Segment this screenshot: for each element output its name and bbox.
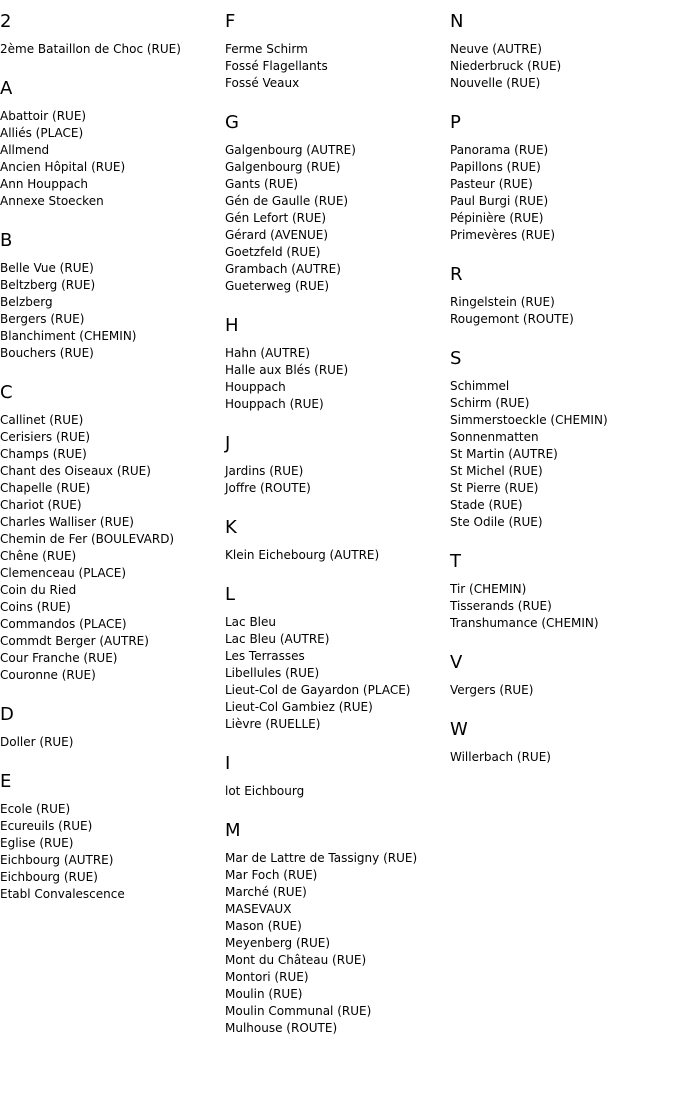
letter-section	[0, 11, 220, 58]
letter-section	[0, 230, 220, 362]
street-link[interactable]: Jardins (RUE)	[225, 464, 304, 478]
street-list-item	[225, 1020, 445, 1037]
street-link[interactable]: Chemin de Fer (BOULEVARD)	[0, 532, 175, 546]
street-list-item	[225, 396, 445, 413]
street-link[interactable]: Ste Odile (RUE)	[450, 515, 543, 529]
street-link[interactable]: Rougemont (ROUTE)	[450, 312, 574, 326]
street-link[interactable]: Grambach (AUTRE)	[225, 262, 341, 276]
street-list	[0, 41, 220, 58]
street-link[interactable]: Ecole (RUE)	[0, 802, 71, 816]
street-list-item	[0, 633, 220, 650]
street-list	[0, 412, 220, 684]
street-link[interactable]: Panorama (RUE)	[450, 143, 549, 157]
section-letter-heading: V	[450, 652, 463, 673]
street-list	[450, 682, 670, 699]
street-list	[0, 260, 220, 362]
letter-section	[225, 820, 445, 1037]
street-link[interactable]: 2ème Bataillon de Choc (RUE)	[0, 42, 181, 56]
street-link[interactable]: Eichbourg (AUTRE)	[0, 853, 114, 867]
letter-section	[450, 11, 670, 92]
street-link[interactable]: Belle Vue (RUE)	[0, 261, 94, 275]
street-list-item	[0, 159, 220, 176]
street-link[interactable]: Doller (RUE)	[0, 735, 74, 749]
street-link[interactable]: Willerbach (RUE)	[450, 750, 551, 764]
street-list-item	[225, 648, 445, 665]
street-link[interactable]: Blanchiment (CHEMIN)	[0, 329, 137, 343]
street-list	[0, 734, 220, 751]
street-link[interactable]: Annexe Stoecken	[0, 194, 104, 208]
street-list-item	[0, 497, 220, 514]
street-list-item	[0, 818, 220, 835]
street-link[interactable]: Bouchers (RUE)	[0, 346, 94, 360]
street-index-column-2	[225, 0, 445, 1057]
street-list-item	[225, 159, 445, 176]
street-link[interactable]: Joffre (ROUTE)	[225, 481, 311, 495]
letter-section	[225, 315, 445, 413]
street-link[interactable]: Ringelstein (RUE)	[450, 295, 555, 309]
street-list-item	[0, 886, 220, 903]
street-link[interactable]: St Martin (AUTRE)	[450, 447, 558, 461]
street-list-item	[0, 142, 220, 159]
street-link[interactable]: Libellules (RUE)	[225, 666, 320, 680]
letter-section	[450, 264, 670, 328]
street-list-item	[0, 835, 220, 852]
section-letter-heading: D	[0, 704, 14, 725]
street-list-item	[0, 480, 220, 497]
street-list-item	[450, 480, 670, 497]
street-list-item	[225, 176, 445, 193]
section-letter-heading: B	[0, 230, 13, 251]
street-list-item	[225, 952, 445, 969]
street-list-item	[225, 783, 445, 800]
section-letter-heading: M	[225, 820, 241, 841]
street-link[interactable]: Nouvelle (RUE)	[450, 76, 541, 90]
street-list	[225, 850, 445, 1037]
street-link[interactable]: Chariot (RUE)	[0, 498, 82, 512]
street-link[interactable]: Champs (RUE)	[0, 447, 87, 461]
street-link[interactable]: Neuve (AUTRE)	[450, 42, 542, 56]
street-list-item	[225, 193, 445, 210]
letter-section	[225, 112, 445, 295]
street-list-item	[225, 969, 445, 986]
street-link[interactable]: Lac Bleu	[225, 615, 277, 629]
street-link[interactable]: Mulhouse (ROUTE)	[225, 1021, 338, 1035]
street-link[interactable]: Chêne (RUE)	[0, 549, 77, 563]
street-list-item	[450, 581, 670, 598]
street-link[interactable]: Primevères (RUE)	[450, 228, 556, 242]
street-list-item	[225, 278, 445, 295]
street-list	[225, 614, 445, 733]
letter-section	[450, 348, 670, 531]
street-link[interactable]: Niederbruck (RUE)	[450, 59, 562, 73]
letter-section	[450, 652, 670, 699]
section-letter-heading: A	[0, 78, 13, 99]
letter-section	[450, 551, 670, 632]
letter-section	[225, 584, 445, 733]
street-list-item	[0, 582, 220, 599]
street-link[interactable]: Les Terrasses	[225, 649, 305, 663]
street-list-item	[0, 514, 220, 531]
street-list-item	[225, 142, 445, 159]
street-list-item	[225, 665, 445, 682]
street-list-item	[0, 531, 220, 548]
street-list-item	[0, 125, 220, 142]
street-list-item	[0, 108, 220, 125]
street-list-item	[0, 260, 220, 277]
street-list-item	[450, 159, 670, 176]
street-link[interactable]: Chapelle (RUE)	[0, 481, 91, 495]
street-list-item	[225, 901, 445, 918]
street-list-item	[225, 614, 445, 631]
letter-section	[225, 11, 445, 92]
street-list	[225, 345, 445, 413]
street-list	[450, 41, 670, 92]
street-list-item	[0, 412, 220, 429]
street-link[interactable]: Schirm (RUE)	[450, 396, 530, 410]
letter-section	[450, 112, 670, 244]
letter-section	[450, 719, 670, 766]
street-list-item	[450, 446, 670, 463]
street-list-item	[225, 850, 445, 867]
street-list-item	[225, 345, 445, 362]
street-link[interactable]: Fossé Flagellants	[225, 59, 328, 73]
street-list-item	[450, 227, 670, 244]
street-link[interactable]: Meyenberg (RUE)	[225, 936, 331, 950]
street-list-item	[225, 631, 445, 648]
street-link[interactable]: Lac Bleu (AUTRE)	[225, 632, 330, 646]
street-link[interactable]: Commandos (PLACE)	[0, 617, 127, 631]
street-list-item	[225, 1003, 445, 1020]
street-list-item	[450, 210, 670, 227]
street-link[interactable]: Simmerstoeckle (CHEMIN)	[450, 413, 608, 427]
letter-section	[0, 382, 220, 684]
street-list	[225, 463, 445, 497]
street-link[interactable]: Pasteur (RUE)	[450, 177, 533, 191]
street-link[interactable]: Galgenbourg (RUE)	[225, 160, 341, 174]
street-list-item	[450, 749, 670, 766]
section-letter-heading: F	[225, 11, 236, 32]
street-link[interactable]: Pépinière (RUE)	[450, 211, 544, 225]
street-link[interactable]: Galgenbourg (AUTRE)	[225, 143, 356, 157]
street-link[interactable]: Chant des Oiseaux (RUE)	[0, 464, 151, 478]
street-link[interactable]: Charles Walliser (RUE)	[0, 515, 134, 529]
street-link[interactable]: Ancien Hôpital (RUE)	[0, 160, 126, 174]
street-list-item	[225, 884, 445, 901]
street-link[interactable]: Ann Houppach	[0, 177, 88, 191]
street-list-item	[450, 598, 670, 615]
street-link[interactable]: lot Eichbourg	[225, 784, 305, 798]
street-link[interactable]: Mont du Château (RUE)	[225, 953, 367, 967]
street-link[interactable]: Gueterweg (RUE)	[225, 279, 330, 293]
street-link[interactable]: Fossé Veaux	[225, 76, 300, 90]
street-list-item	[450, 395, 670, 412]
street-list-item	[0, 463, 220, 480]
street-list-item	[225, 716, 445, 733]
street-list-item	[225, 379, 445, 396]
street-list-item	[450, 193, 670, 210]
street-list-item	[225, 682, 445, 699]
street-list-item	[225, 480, 445, 497]
street-list-item	[0, 667, 220, 684]
street-link[interactable]: Montori (RUE)	[225, 970, 309, 984]
street-list	[0, 801, 220, 903]
street-link[interactable]: Moulin Communal (RUE)	[225, 1004, 372, 1018]
letter-section	[225, 433, 445, 497]
section-letter-heading: W	[450, 719, 468, 740]
street-link[interactable]: Mar Foch (RUE)	[225, 868, 318, 882]
street-list-item	[450, 311, 670, 328]
street-link[interactable]: Etabl Convalescence	[0, 887, 125, 901]
letter-section	[225, 753, 445, 800]
street-list-item	[450, 429, 670, 446]
street-link[interactable]: Gén de Gaulle (RUE)	[225, 194, 349, 208]
street-link[interactable]: Beltzberg (RUE)	[0, 278, 96, 292]
street-list-item	[225, 58, 445, 75]
section-letter-heading: I	[225, 753, 231, 774]
street-list-item	[225, 227, 445, 244]
street-index-column-1	[0, 0, 220, 923]
street-link[interactable]: Schimmel	[450, 379, 510, 393]
letter-section	[0, 78, 220, 210]
street-list-item	[450, 497, 670, 514]
street-list	[450, 294, 670, 328]
street-list-item	[450, 41, 670, 58]
street-link[interactable]: Gérard (AVENUE)	[225, 228, 329, 242]
street-list-item	[225, 244, 445, 261]
street-link[interactable]: Abattoir (RUE)	[0, 109, 87, 123]
street-list-item	[0, 294, 220, 311]
street-list-item	[225, 935, 445, 952]
street-list-item	[0, 193, 220, 210]
section-letter-heading: N	[450, 11, 464, 32]
street-link[interactable]: Mar de Lattre de Tassigny (RUE)	[225, 851, 418, 865]
street-link[interactable]: Gants (RUE)	[225, 177, 299, 191]
street-link[interactable]: Allmend	[0, 143, 50, 157]
street-link[interactable]: Alliés (PLACE)	[0, 126, 84, 140]
street-list-item	[450, 378, 670, 395]
street-link[interactable]: Vergers (RUE)	[450, 683, 534, 697]
street-link[interactable]: Eichbourg (RUE)	[0, 870, 98, 884]
street-list-item	[225, 547, 445, 564]
street-index-column-3	[450, 0, 670, 786]
street-link[interactable]: Bergers (RUE)	[0, 312, 85, 326]
street-link[interactable]: Paul Burgi (RUE)	[450, 194, 549, 208]
street-list	[225, 41, 445, 92]
section-letter-heading: 2	[0, 11, 12, 32]
street-link[interactable]: Houppach (RUE)	[225, 397, 324, 411]
street-list-item	[450, 412, 670, 429]
street-link[interactable]: Goetzfeld (RUE)	[225, 245, 321, 259]
street-link[interactable]: St Michel (RUE)	[450, 464, 543, 478]
street-link[interactable]: Lieut-Col Gambiez (RUE)	[225, 700, 373, 714]
section-letter-heading: S	[450, 348, 462, 369]
street-list-item	[0, 801, 220, 818]
street-link[interactable]: Belzberg	[0, 295, 53, 309]
street-list	[450, 749, 670, 766]
street-list-item	[0, 446, 220, 463]
letter-section	[0, 771, 220, 903]
street-link[interactable]: Tir (CHEMIN)	[450, 582, 527, 596]
street-link[interactable]: Clemenceau (PLACE)	[0, 566, 127, 580]
street-list-item	[225, 41, 445, 58]
street-link[interactable]: Lieut-Col de Gayardon (PLACE)	[225, 683, 411, 697]
street-link[interactable]: Moulin (RUE)	[225, 987, 303, 1001]
street-link[interactable]: Ecureuils (RUE)	[0, 819, 93, 833]
street-list-item	[225, 918, 445, 935]
street-list-item	[225, 867, 445, 884]
street-list-item	[0, 869, 220, 886]
street-list-item	[225, 699, 445, 716]
section-letter-heading: G	[225, 112, 239, 133]
street-link[interactable]: Callinet (RUE)	[0, 413, 84, 427]
section-letter-heading: J	[225, 433, 231, 454]
street-list	[225, 142, 445, 295]
street-link[interactable]: Gén Lefort (RUE)	[225, 211, 327, 225]
street-link[interactable]: MASEVAUX	[225, 902, 292, 916]
street-list	[450, 581, 670, 632]
street-list-item	[225, 362, 445, 379]
street-list-item	[0, 176, 220, 193]
street-link[interactable]: Commdt Berger (AUTRE)	[0, 634, 149, 648]
street-list-item	[225, 986, 445, 1003]
street-list-item	[0, 345, 220, 362]
street-list	[225, 783, 445, 800]
street-link[interactable]: Stade (RUE)	[450, 498, 523, 512]
section-letter-heading: L	[225, 584, 236, 605]
street-list-item	[450, 294, 670, 311]
street-list-item	[450, 58, 670, 75]
street-list-item	[0, 548, 220, 565]
street-link[interactable]: Transhumance (CHEMIN)	[450, 616, 599, 630]
section-letter-heading: R	[450, 264, 463, 285]
street-list-item	[450, 176, 670, 193]
street-list-item	[0, 311, 220, 328]
street-link[interactable]: Klein Eichebourg (AUTRE)	[225, 548, 380, 562]
street-list-item	[225, 210, 445, 227]
street-list-item	[450, 615, 670, 632]
street-link[interactable]: Coin du Ried	[0, 583, 77, 597]
street-list-item	[0, 599, 220, 616]
street-link[interactable]: Tisserands (RUE)	[450, 599, 552, 613]
street-link[interactable]: Coins (RUE)	[0, 600, 71, 614]
street-link[interactable]: Houppach	[225, 380, 286, 394]
street-list-item	[450, 463, 670, 480]
street-link[interactable]: Hahn (AUTRE)	[225, 346, 311, 360]
street-link[interactable]: Cerisiers (RUE)	[0, 430, 91, 444]
street-list-item	[0, 429, 220, 446]
street-list-item	[0, 852, 220, 869]
section-letter-heading: T	[450, 551, 461, 572]
street-list-item	[0, 277, 220, 294]
street-list	[225, 547, 445, 564]
section-letter-heading: H	[225, 315, 239, 336]
section-letter-heading: C	[0, 382, 13, 403]
section-letter-heading: K	[225, 517, 237, 538]
street-link[interactable]: Eglise (RUE)	[0, 836, 74, 850]
street-list-item	[450, 75, 670, 92]
street-link[interactable]: Lièvre (RUELLE)	[225, 717, 321, 731]
street-list-item	[0, 734, 220, 751]
street-link[interactable]: Halle aux Blés (RUE)	[225, 363, 349, 377]
street-list	[450, 142, 670, 244]
street-link[interactable]: Ferme Schirm	[225, 42, 308, 56]
street-list-item	[225, 463, 445, 480]
street-link[interactable]: Marché (RUE)	[225, 885, 307, 899]
street-list-item	[0, 41, 220, 58]
street-list-item	[450, 682, 670, 699]
street-list	[450, 378, 670, 531]
street-list-item	[225, 75, 445, 92]
street-link[interactable]: St Pierre (RUE)	[450, 481, 539, 495]
street-list-item	[450, 142, 670, 159]
street-link[interactable]: Mason (RUE)	[225, 919, 302, 933]
street-link[interactable]: Cour Franche (RUE)	[0, 651, 118, 665]
street-list-item	[0, 328, 220, 345]
street-list-item	[0, 565, 220, 582]
street-list-item	[225, 261, 445, 278]
street-list	[0, 108, 220, 210]
letter-section	[0, 704, 220, 751]
street-list-item	[0, 616, 220, 633]
section-letter-heading: E	[0, 771, 12, 792]
street-link[interactable]: Couronne (RUE)	[0, 668, 96, 682]
section-letter-heading: P	[450, 112, 461, 133]
letter-section	[225, 517, 445, 564]
street-list-item	[0, 650, 220, 667]
street-list-item	[450, 514, 670, 531]
street-link[interactable]: Papillons (RUE)	[450, 160, 541, 174]
street-link[interactable]: Sonnenmatten	[450, 430, 539, 444]
